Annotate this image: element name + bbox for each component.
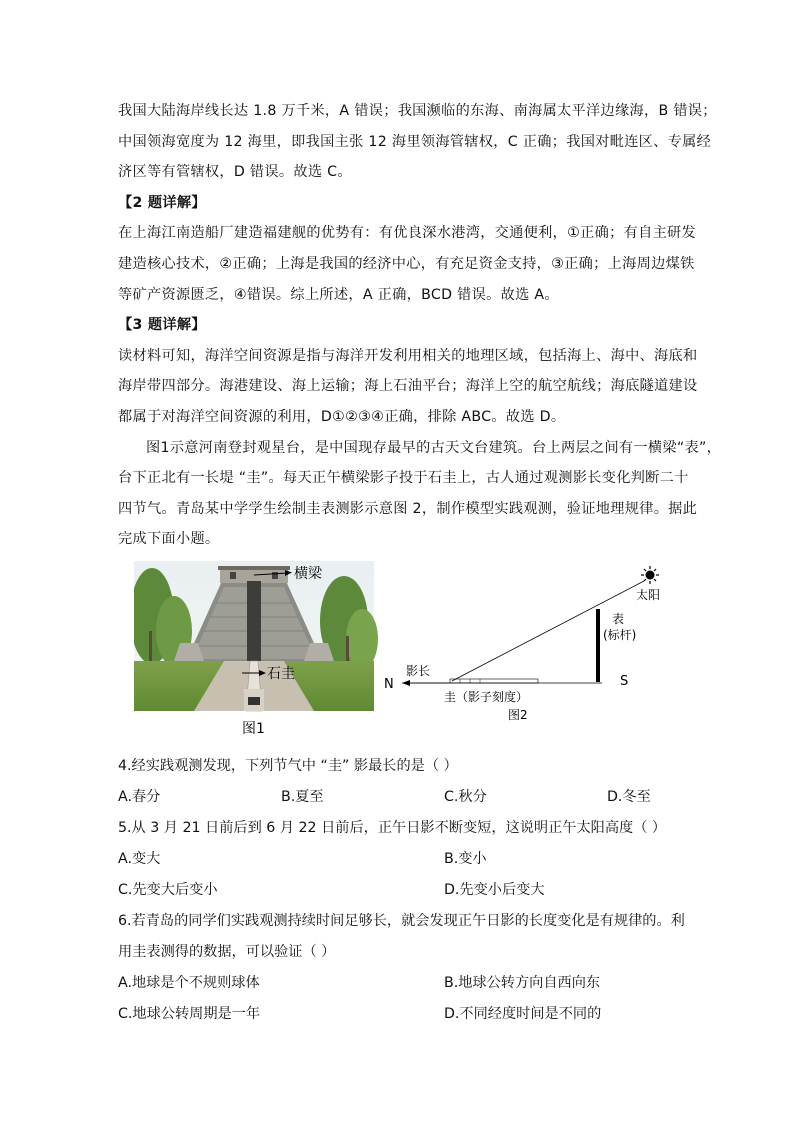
figures-row [118, 561, 678, 739]
question-5-options-row2 [118, 875, 678, 906]
text-line: 读材料可知，海洋空间资源是指与海洋开发利用相关的地理区域，包括海上、海中、海底和 [118, 347, 698, 364]
question-5-stem: 5.从 3 月 21 日前后到 6 月 22 日前后，正午日影不断变短，这说明正午太阳高度（ ） [118, 819, 667, 836]
figure2-caption: 图2 [508, 707, 528, 722]
question-6-stem-cont: 用圭表测得的数据，可以验证（ ） [118, 943, 336, 960]
text-line: 中国领海宽度为 12 海里，即我国主张 12 海里领海管辖权，C 正确；我国对毗连区、专属经 [118, 133, 712, 150]
option-a[interactable]: A.春分 [118, 788, 161, 805]
option-a[interactable]: A.变大 [118, 850, 161, 867]
option-a[interactable]: A.地球是个不规则球体 [118, 974, 260, 991]
question-4-stem: 4.经实践观测发现，下列节气中 “圭” 影最长的是（ ） [118, 757, 458, 774]
option-c[interactable]: C.先变大后变小 [118, 881, 218, 898]
question-6-stem: 6.若青岛的同学们实践观测持续时间足够长，就会发现正午日影的长度变化是有规律的。利 [118, 912, 685, 929]
option-c[interactable]: C.地球公转周期是一年 [118, 1005, 261, 1022]
section-heading: 【2 题详解】 [118, 194, 206, 211]
option-d[interactable]: D.冬至 [607, 788, 651, 805]
gnomon-diagram [380, 561, 680, 739]
question-6-options-row2 [118, 999, 678, 1030]
pole-sub-label: (标杆) [603, 627, 637, 642]
beam-label: 横梁 [294, 565, 322, 582]
north-label: N [384, 676, 394, 692]
text-line: 在上海江南造船厂建造福建舰的优势有：有优良深水港湾，交通便利，①正确；有自主研发 [118, 225, 697, 242]
text-line: 四节气。青岛某中学学生绘制圭表测影示意图 2，制作模型实践观测，验证地理规律。据此 [118, 500, 698, 517]
text-line: 等矿产资源匮乏，④错误。综上所述，A 正确，BCD 错误。故选 A。 [118, 286, 559, 303]
figure1-caption: 图1 [242, 720, 265, 737]
text-line: 都属于对海洋空间资源的利用，D①②③④正确，排除 ABC。故选 D。 [118, 408, 566, 425]
option-b[interactable]: B.夏至 [281, 788, 324, 805]
option-c[interactable]: C.秋分 [444, 788, 487, 805]
observatory-photo [134, 561, 394, 739]
pole-label: 表 [612, 611, 625, 626]
shadow-label: 影长 [406, 663, 431, 678]
text-line: 建造核心技术，②正确；上海是我国的经济中心，有充足资金支持，③正确；上海周边煤铁 [118, 255, 695, 272]
text-line: 台下正北有一长堤 “圭”。每天正午横梁影子投于石圭上，古人通过观测影长变化判断二十 [118, 470, 689, 487]
text-line: 完成下面小题。 [118, 531, 220, 548]
section-heading: 【3 题详解】 [118, 317, 206, 334]
gnomon-pole [596, 609, 600, 682]
question-6-options-row1 [118, 968, 678, 999]
option-d[interactable]: D.不同经度时间是不同的 [444, 1005, 602, 1022]
text-line: 济区等有管辖权，D 错误。故选 C。 [118, 164, 352, 181]
text-line: 图1示意河南登封观星台，是中国现存最早的古天文台建筑。台上两层之间有一横梁“表”， [146, 439, 722, 456]
sun-label: 太阳 [636, 587, 661, 602]
gui-scale [450, 679, 538, 683]
document-page [118, 96, 722, 1030]
text-line: 我国大陆海岸线长达 1.8 万千米，A 错误；我国濒临的东海、南海属太平洋边缘海，B 错误； [118, 103, 717, 119]
stone-gui-label: 石圭 [267, 665, 295, 682]
gui-label: 圭（影子刻度） [444, 689, 529, 704]
option-b[interactable]: B.地球公转方向自西向东 [444, 974, 601, 991]
text-line: 海岸带四部分。海港建设、海上运输；海上石油平台；海洋上空的航空航线；海底隧道建设 [118, 378, 698, 395]
option-d[interactable]: D.先变小后变大 [444, 881, 545, 898]
question-4-options [118, 782, 678, 813]
option-b[interactable]: B.变小 [444, 850, 487, 867]
question-5-options-row1 [118, 844, 678, 875]
south-label: S [620, 673, 629, 689]
